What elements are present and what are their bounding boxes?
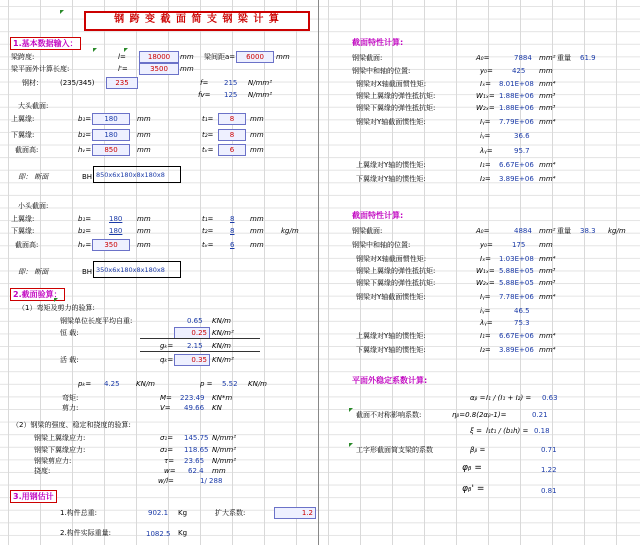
r1-w1-symbol: W₁ₓ=	[476, 92, 495, 100]
r2-weight-label: 重量	[557, 227, 571, 235]
bottom-stress-symbol: σ₂=	[160, 446, 174, 454]
r1-ix-unit: mm⁴	[539, 80, 556, 88]
r1-y0-symbol: y₀=	[480, 67, 493, 75]
phi-symbol: φᵦ =	[462, 463, 482, 473]
r2-area-symbol: A₀=	[476, 227, 490, 235]
small-b1-symbol: b₁=	[78, 215, 92, 223]
strength-subheading: （2）钢梁的强度、稳定和挠度的验算:	[12, 421, 131, 429]
underline-2	[140, 351, 260, 352]
eta-label: 截面不对称影响系数:	[356, 411, 422, 419]
spacing-input[interactable]: 6000	[236, 51, 274, 63]
small-bottom-flange-label: 下翼缘:	[11, 227, 35, 235]
section-check: 2.截面验算：	[10, 288, 65, 301]
cell-comment-marker	[124, 48, 128, 52]
f-symbol: f=	[200, 79, 209, 87]
section-steel-estimate: 3.用钢估计	[10, 490, 57, 503]
fv-value: 125	[224, 91, 238, 99]
big-top-flange-label: 上翼缘:	[11, 115, 35, 123]
moment-shear-subheading: （1）弯矩及剪力的验算:	[18, 304, 95, 312]
xi-value: 0.18	[534, 427, 550, 435]
f-value: 215	[224, 79, 238, 87]
deflection-unit: mm	[212, 467, 226, 475]
r2-y0-value: 175	[512, 241, 526, 249]
small-bh-prefix: BH	[82, 268, 93, 276]
big-end-heading: 大头截面:	[18, 102, 49, 110]
r1-i2-value: 3.89E+06	[499, 175, 534, 183]
top-stress-symbol: σ₁=	[160, 434, 174, 442]
big-b2-input[interactable]: 180	[92, 129, 130, 141]
big-bh-prefix: BH	[82, 173, 93, 181]
r1-y0-unit: mm	[539, 67, 553, 75]
small-b2-value[interactable]: 180	[109, 227, 123, 235]
cell-comment-marker	[349, 443, 353, 447]
small-weight-unit: kg/m	[281, 227, 299, 235]
r2-w2-symbol: W₂ₓ=	[476, 279, 495, 287]
small-section-designation: 350x6x180x8x180x8	[96, 266, 165, 274]
pk-unit: KN/m	[136, 380, 156, 388]
steel-hint: (235/345)	[60, 79, 95, 87]
gk-unit: KN/m	[212, 342, 232, 350]
self-weight-unit: KN/m	[212, 317, 232, 325]
small-h-input[interactable]: 350	[92, 239, 130, 251]
total-weight-label: 1.构件总重:	[60, 509, 98, 517]
span-input[interactable]: 18000	[139, 51, 179, 63]
beta-value: 0.71	[541, 446, 557, 454]
pk-symbol: pₖ=	[78, 380, 92, 388]
big-t1-input[interactable]: 8	[218, 113, 246, 125]
actual-weight-unit: Kg	[178, 529, 188, 537]
stability-heading: 平面外稳定系数计算:	[352, 376, 428, 385]
r2-i2-value: 3.89E+06	[499, 346, 534, 354]
phi-value: 1.22	[541, 466, 557, 474]
r1-w2-unit: mm³	[539, 104, 556, 112]
cell-comment-marker	[349, 408, 353, 412]
r2-y0-unit: mm	[539, 241, 553, 249]
title-box	[84, 11, 310, 31]
big-height-label: 截面高:	[15, 146, 39, 154]
shear-symbol: V=	[160, 404, 171, 412]
dead-load-unit: KN/m²	[212, 329, 234, 337]
small-b1-value[interactable]: 180	[109, 215, 123, 223]
r2-w2-value: 5.88E+05	[499, 279, 534, 287]
r1-y0-label: 钢梁中和轴的位置:	[352, 67, 411, 75]
unbraced-symbol: l'=	[118, 65, 128, 73]
r2-i2-symbol: I₂=	[480, 346, 491, 354]
amplify-label: 扩大系数:	[215, 509, 246, 517]
qk-symbol: qₖ=	[160, 356, 174, 364]
live-load-label: 活 载:	[60, 356, 79, 364]
section-props-heading-2: 截面特性计算:	[352, 211, 404, 220]
small-t2-symbol: t₂=	[202, 227, 214, 235]
qk-unit: KN/m²	[212, 356, 234, 364]
r2-w1-unit: mm³	[539, 267, 556, 275]
r1-weight-label: 重量	[557, 54, 571, 62]
r1-ix-label: 钢梁对X轴截面惯性矩:	[356, 80, 427, 88]
unbraced-length-label: 梁平面外计算长度:	[11, 65, 70, 73]
r1-area-symbol: A₀=	[476, 54, 490, 62]
r2-i1-unit: mm⁴	[539, 332, 556, 340]
eta-formula: ηᵦ=0.8(2αᵦ-1)=	[452, 411, 507, 419]
r2-iy-symbol: Iᵧ=	[480, 293, 491, 301]
section-props-heading-1: 截面特性计算:	[352, 38, 404, 47]
shear-stress-value: 23.65	[184, 457, 205, 465]
r1-i1-unit: mm⁴	[539, 161, 556, 169]
actual-weight-value: 1082.5	[146, 530, 171, 538]
shear-stress-symbol: τ=	[164, 457, 175, 465]
xi-formula: l₁t₁ / (b₁h) =	[486, 427, 529, 435]
r2-iy-value: 7.78E+06	[499, 293, 534, 301]
r1-area-value: 7884	[514, 54, 532, 62]
beta-label: 工字形截面简支梁的系数	[356, 446, 433, 454]
small-tw-symbol: tᵥ=	[202, 241, 214, 249]
r1-iy-unit: mm⁴	[539, 118, 556, 126]
r1-radius-value: 36.6	[514, 132, 530, 140]
ratio-value: 1/ 288	[200, 477, 223, 485]
r2-i1-value: 6.67E+06	[499, 332, 534, 340]
r2-area-value: 4884	[514, 227, 532, 235]
big-t2-symbol: t₂=	[202, 131, 214, 139]
big-section-designation: 850x6x180x8x180x8	[96, 171, 165, 179]
r1-iy-symbol: Iᵧ=	[480, 118, 491, 126]
small-b2-unit: mm	[137, 227, 151, 235]
pk-value: 4.25	[104, 380, 120, 388]
big-t2-input[interactable]: 8	[218, 129, 246, 141]
big-b2-unit: mm	[137, 131, 151, 139]
small-height-label: 截面高:	[15, 241, 39, 249]
big-b1-symbol: b₁=	[78, 115, 92, 123]
section-basic-data: 1.基本数据输入：	[10, 37, 81, 50]
big-h-symbol: hᵥ=	[78, 146, 92, 154]
f-unit: N/mm²	[248, 79, 273, 87]
bottom-stress-value: 118.65	[184, 446, 209, 454]
big-h-unit: mm	[137, 146, 151, 154]
top-stress-label: 钢梁上翼缘应力:	[34, 434, 86, 442]
spacing-unit: mm	[276, 53, 290, 61]
cell-comment-marker	[93, 48, 97, 52]
small-section-box	[93, 261, 181, 278]
phi-prime-value: 0.81	[541, 487, 557, 495]
span-unit: mm	[180, 53, 194, 61]
small-tw-value[interactable]: 6	[230, 241, 235, 249]
top-stress-value: 145.75	[184, 434, 209, 442]
small-section-label: 即： 断面	[18, 268, 49, 276]
big-tw-input[interactable]: 6	[218, 144, 246, 156]
self-weight-label: 钢梁单位长度平均自重:	[60, 317, 133, 325]
small-t1-value[interactable]: 8	[230, 215, 235, 223]
r1-slenderness-value: 95.7	[514, 147, 530, 155]
r2-area-unit: mm²	[539, 227, 556, 235]
eta-value: 0.21	[532, 411, 548, 419]
moment-unit: KN*m	[212, 394, 233, 402]
r1-w2-symbol: W₂ₓ=	[476, 104, 495, 112]
deflection-symbol: w=	[164, 467, 176, 475]
r2-ix-label: 钢梁对X轴截面惯性矩:	[356, 255, 427, 263]
r1-i2-symbol: I₂=	[480, 175, 491, 183]
steel-label: 钢材：	[22, 79, 43, 87]
small-top-flange-label: 上翼缘:	[11, 215, 35, 223]
deflection-value: 62.4	[188, 467, 204, 475]
bottom-stress-unit: N/mm²	[212, 446, 237, 454]
r1-radius-symbol: iᵧ=	[480, 132, 491, 140]
beta-symbol: βᵦ =	[470, 446, 486, 454]
total-weight-value: 902.1	[148, 509, 169, 517]
r2-i2-unit: mm⁴	[539, 346, 556, 354]
total-weight-unit: Kg	[178, 509, 188, 517]
big-t1-symbol: t₁=	[202, 115, 214, 123]
r1-w1-value: 1.88E+06	[499, 92, 534, 100]
ratio-symbol: w/l=	[158, 477, 174, 485]
r1-ix-symbol: Iₓ=	[480, 80, 492, 88]
r2-weight-unit: kg/m	[608, 227, 626, 235]
r2-w2-unit: mm³	[539, 279, 556, 287]
r1-i2-unit: mm⁴	[539, 175, 556, 183]
r1-i1-value: 6.67E+06	[499, 161, 534, 169]
fv-unit: N/mm²	[248, 91, 273, 99]
page-title: 钢 跨 变 截 面 简 支 钢 梁 计 算	[114, 14, 280, 25]
r1-w2-label: 钢梁下翼缘的弹性抵抗矩:	[356, 104, 436, 112]
r1-iy-value: 7.79E+06	[499, 118, 534, 126]
p-symbol: p =	[200, 380, 213, 388]
r1-i1-symbol: I₁=	[480, 161, 491, 169]
big-tw-unit: mm	[250, 146, 264, 154]
phi-prime-symbol: φᵦ' =	[462, 484, 485, 494]
fv-symbol: fv=	[198, 91, 211, 99]
p-value: 5.52	[222, 380, 238, 388]
column-divider	[318, 0, 319, 545]
r1-area-unit: mm²	[539, 54, 556, 62]
small-b2-symbol: b₂=	[78, 227, 92, 235]
r2-y0-label: 钢梁中和轴的位置:	[352, 241, 411, 249]
r2-w1-symbol: W₁ₓ=	[476, 267, 495, 275]
xi-symbol: ξ =	[470, 427, 482, 435]
moment-label: 弯矩:	[62, 394, 79, 402]
small-h-unit: mm	[137, 241, 151, 249]
big-section-label: 即： 断面	[18, 173, 49, 181]
small-t2-unit: mm	[250, 227, 264, 235]
r2-i1-label: 上翼缘对Y轴的惯性矩:	[356, 332, 426, 340]
steel-input[interactable]: 235	[106, 77, 138, 89]
unbraced-input[interactable]: 3500	[139, 63, 179, 75]
r1-i2-label: 下翼缘对Y轴的惯性矩:	[356, 175, 426, 183]
r2-w2-label: 钢梁下翼缘的弹性抵抗矩:	[356, 279, 436, 287]
moment-value: 223.49	[180, 394, 205, 402]
cell-comment-marker	[54, 298, 58, 302]
small-tw-unit: mm	[250, 241, 264, 249]
live-load-input[interactable]: 0.35	[174, 354, 210, 366]
r1-slenderness-symbol: λᵧ=	[480, 147, 493, 155]
alpha-b-value: 0.63	[542, 394, 558, 402]
underline-1	[140, 338, 260, 339]
r2-y0-symbol: y₀=	[480, 241, 493, 249]
unbraced-unit: mm	[180, 65, 194, 73]
shear-label: 剪力:	[62, 404, 79, 412]
r1-weight-value: 61.9	[580, 54, 596, 62]
big-t1-unit: mm	[250, 115, 264, 123]
r2-w1-value: 5.88E+05	[499, 267, 534, 275]
gk-symbol: gₖ=	[160, 342, 174, 350]
r1-y0-value: 425	[512, 67, 526, 75]
r2-iy-unit: mm⁴	[539, 293, 556, 301]
bottom-stress-label: 钢梁下翼缘应力:	[34, 446, 86, 454]
r2-slenderness-value: 75.3	[514, 319, 530, 327]
small-t1-symbol: t₁=	[202, 215, 214, 223]
r2-i1-symbol: I₁=	[480, 332, 491, 340]
top-stress-unit: N/mm²	[212, 434, 237, 442]
dead-load-input[interactable]: 0.25	[174, 327, 210, 339]
self-weight-value: 0.65	[187, 317, 203, 325]
r1-i1-label: 上翼缘对Y轴的惯性矩:	[356, 161, 426, 169]
r1-w1-unit: mm³	[539, 92, 556, 100]
small-end-heading: 小头截面:	[18, 202, 49, 210]
r1-w1-label: 钢梁上翼缘的弹性抵抗矩:	[356, 92, 436, 100]
r2-weight-value: 38.3	[580, 227, 596, 235]
shear-stress-unit: N/mm²	[212, 457, 237, 465]
small-t2-value[interactable]: 8	[230, 227, 235, 235]
small-t1-unit: mm	[250, 215, 264, 223]
spacing-label: 梁间距a=	[204, 53, 236, 61]
span-label: 梁跨度:	[11, 53, 35, 61]
big-bottom-flange-label: 下翼缘:	[11, 131, 35, 139]
r1-w2-value: 1.88E+06	[499, 104, 534, 112]
r2-ix-symbol: Iₓ=	[480, 255, 492, 263]
span-symbol: l=	[118, 53, 126, 61]
r2-slenderness-symbol: λᵧ=	[480, 319, 493, 327]
amplify-input[interactable]: 1.2	[274, 507, 316, 519]
big-section-box	[93, 166, 181, 183]
r2-radius-symbol: iᵧ=	[480, 307, 491, 315]
r2-radius-value: 46.5	[514, 307, 530, 315]
big-h-input[interactable]: 850	[92, 144, 130, 156]
moment-symbol: M=	[160, 394, 172, 402]
p-unit: KN/m	[248, 380, 268, 388]
r2-iy-label: 钢梁对Y轴截面惯性矩:	[356, 293, 426, 301]
shear-value: 49.66	[184, 404, 205, 412]
r2-i2-label: 下翼缘对Y轴的惯性矩:	[356, 346, 426, 354]
shear-stress-label: 钢梁剪应力:	[34, 457, 72, 465]
big-b2-symbol: b₂=	[78, 131, 92, 139]
deflection-label: 挠度:	[34, 467, 51, 475]
big-b1-unit: mm	[137, 115, 151, 123]
dead-load-label: 恒 载:	[60, 329, 79, 337]
big-t2-unit: mm	[250, 131, 264, 139]
r1-ix-value: 8.01E+08	[499, 80, 534, 88]
r2-ix-unit: mm⁴	[539, 255, 556, 263]
cell-comment-marker	[60, 10, 64, 14]
small-b1-unit: mm	[137, 215, 151, 223]
alpha-b-symbol: αᵦ =	[470, 394, 486, 402]
r1-area-label: 钢梁截面:	[352, 54, 383, 62]
r2-ix-value: 1.03E+08	[499, 255, 534, 263]
actual-weight-label: 2.构件实际重量:	[60, 529, 112, 537]
big-b1-input[interactable]: 180	[92, 113, 130, 125]
alpha-b-formula: I₁ / (I₁ + I₂) =	[486, 394, 532, 402]
big-tw-symbol: tᵥ=	[202, 146, 214, 154]
small-h-symbol: hᵥ=	[78, 241, 92, 249]
r2-area-label: 钢梁截面:	[352, 227, 383, 235]
shear-unit: KN	[212, 404, 222, 412]
r2-w1-label: 钢梁上翼缘的弹性抵抗矩:	[356, 267, 436, 275]
gk-value: 2.15	[187, 342, 203, 350]
r1-iy-label: 钢梁对Y轴截面惯性矩:	[356, 118, 426, 126]
